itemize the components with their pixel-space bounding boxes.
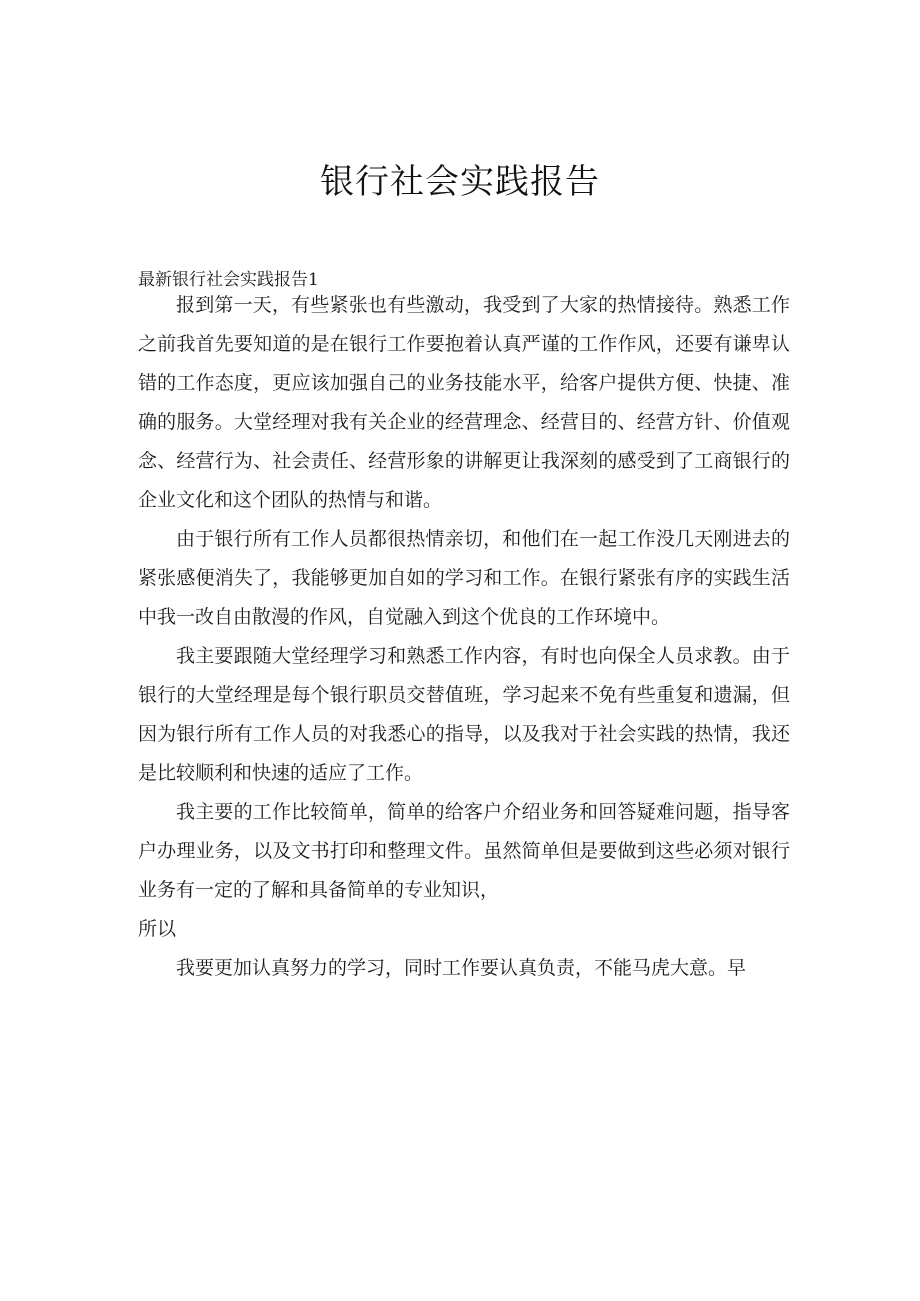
document-body [138,286,790,988]
paragraph-2: 由于银行所有工作人员都很热情亲切，和他们在一起工作没几天刚进去的紧张感便消失了，我能够更加自如的学习和工作。在银行紧张有序的实践生活中我一改自由散漫的作风，自觉融入到这个优良的工作环境中。 [138,528,790,628]
document-title: 银行社会实践报告 [320,162,600,202]
paragraph-3: 我主要跟随大堂经理学习和熟悉工作内容，有时也向保全人员求教。由于银行的大堂经理是每个银行职员交替值班，学习起来不免有些重复和遗漏，但因为银行所有工作人员的对我悉心的指导，以及我对于社会实践的热情，我还是比较顺利和快速的适应了工作。 [138,645,790,784]
section-heading: 最新银行社会实践报告1 [138,270,319,290]
paragraph-4: 我主要的工作比较简单，简单的给客户介绍业务和回答疑难问题，指导客户办理业务，以及文书打印和整理文件。虽然简单但是要做到这些必须对银行业务有一定的了解和具备简单的专业知识， [138,801,790,901]
paragraph-5: 所以 [138,918,177,940]
paragraph-1: 报到第一天，有些紧张也有些激动，我受到了大家的热情接待。熟悉工作之前我首先要知道的是在银行工作要抱着认真严谨的工作作风，还要有谦卑认错的工作态度，更应该加强自己的业务技能水平，给客户提供方便、快捷、准确的服务。大堂经理对我有关企业的经营理念、经营目的、经营方针、价值观念、经营行为、社会责任、经营形象的讲解更让我深刻的感受到了工商银行的企业文化和这个团队的热情与和谐。 [138,294,790,511]
paragraph-6: 我要更加认真努力的学习，同时工作要认真负责，不能马虎大意。早 [176,957,747,979]
